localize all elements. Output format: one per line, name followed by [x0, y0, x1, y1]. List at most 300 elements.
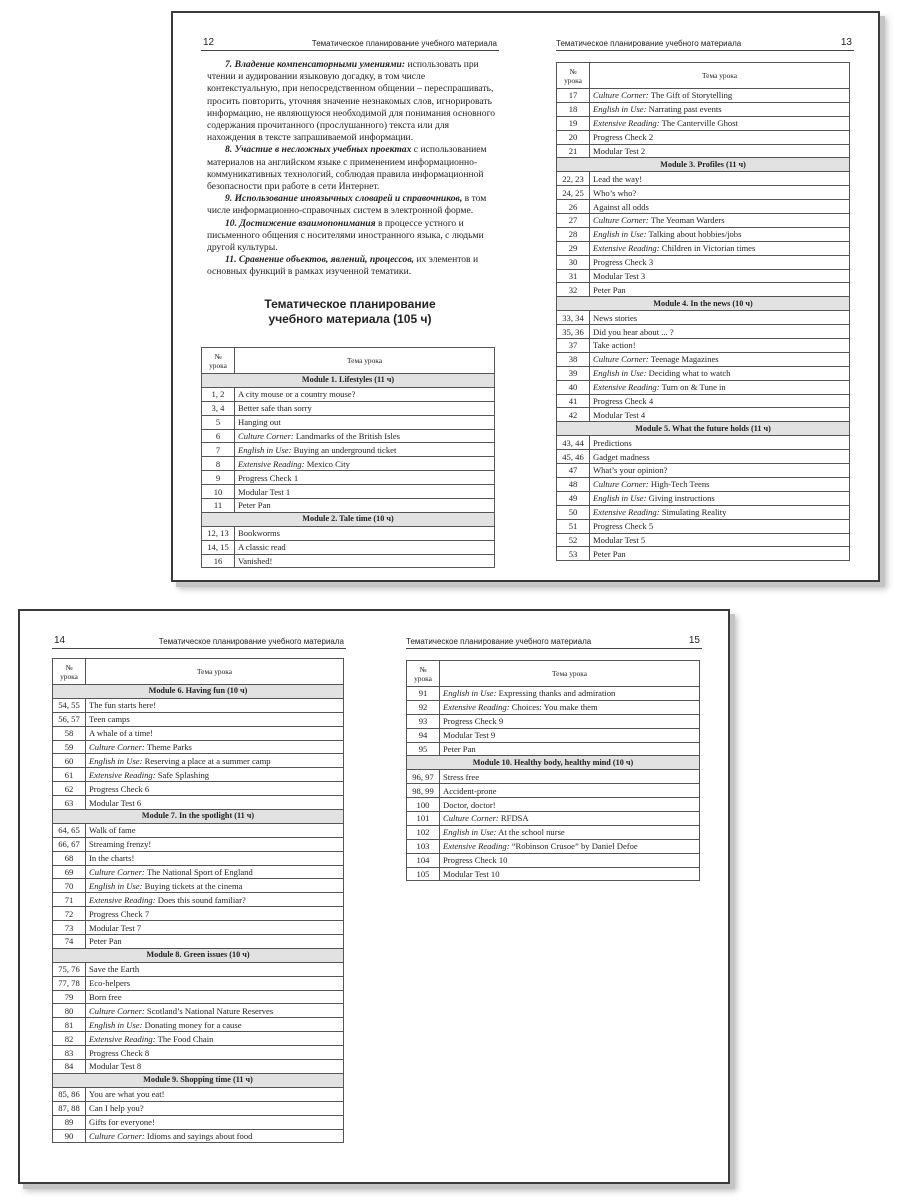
- table-row: [53, 1129, 344, 1143]
- table-row: [53, 1087, 344, 1101]
- table-row: [407, 867, 700, 881]
- table-row: [202, 499, 495, 513]
- lesson-number: 31: [557, 269, 590, 283]
- lesson-topic-text: Giving instructions: [646, 493, 715, 504]
- table-row: [53, 921, 344, 935]
- lesson-topic-text: Landmarks of the British Isles: [293, 431, 400, 441]
- table-row: [53, 1101, 344, 1115]
- lesson-topic: [590, 200, 850, 214]
- lesson-topic: [86, 823, 344, 837]
- lesson-topic-text: Hanging out: [238, 417, 281, 428]
- table-row: [557, 102, 850, 116]
- lesson-topic-text: Peter Pan: [593, 548, 626, 559]
- lesson-topic: [590, 172, 850, 186]
- lesson-number: 41: [557, 394, 590, 408]
- table-row: [557, 491, 850, 505]
- competency-lead: 10. Достижение взаимопонимания: [225, 217, 376, 229]
- lesson-number: 6: [202, 429, 235, 443]
- table-row: [407, 714, 700, 728]
- lesson-topic: [440, 853, 700, 867]
- lesson-number: 59: [53, 740, 86, 754]
- table-row: [557, 450, 850, 464]
- lesson-topic-text: Choices: You make them: [509, 702, 598, 713]
- lesson-topic: [590, 214, 850, 228]
- module-title: Module 7. In the spotlight (11 ч): [53, 810, 344, 824]
- lesson-topic-header: Тема урока: [590, 63, 850, 89]
- lesson-number: 103: [407, 839, 440, 853]
- table-row: [407, 728, 700, 742]
- lesson-number: 54, 55: [53, 698, 86, 712]
- lesson-topic: [590, 547, 850, 561]
- lesson-number: 47: [557, 464, 590, 478]
- lesson-section-prefix: English in Use:: [89, 1019, 143, 1030]
- lesson-topic-text: Save the Earth: [89, 964, 140, 975]
- lesson-topic: [590, 366, 850, 380]
- lesson-number: 18: [557, 102, 590, 116]
- lesson-section-prefix: Culture Corner:: [238, 431, 294, 441]
- lesson-number: 63: [53, 796, 86, 810]
- lesson-topic-text: Buying an underground ticket: [291, 444, 397, 455]
- table-row: [407, 798, 700, 812]
- lesson-topic: [86, 782, 344, 796]
- competency-lead: 8. Участие в несложных учебных проектах: [225, 144, 412, 156]
- lesson-number: 8: [202, 457, 235, 471]
- competency-paragraph: [207, 254, 499, 278]
- lesson-topic-text: Did you hear about ... ?: [593, 326, 674, 337]
- lesson-topic: [86, 726, 344, 740]
- table-row: [407, 825, 700, 839]
- lesson-topic: [86, 1060, 344, 1074]
- lesson-number: 100: [407, 798, 440, 812]
- lesson-section-prefix: Extensive Reading:: [593, 507, 660, 518]
- lesson-topic-text: Progress Check 4: [593, 396, 654, 407]
- lesson-topic: [590, 102, 850, 116]
- lesson-topic-text: Safe Splashing: [155, 769, 210, 780]
- lesson-number: 64, 65: [53, 823, 86, 837]
- lesson-number: 37: [557, 339, 590, 353]
- lesson-topic: [235, 471, 495, 485]
- table-row: [53, 1018, 344, 1032]
- table-row: [53, 865, 344, 879]
- lesson-number: 91: [407, 687, 440, 701]
- table-row: [557, 116, 850, 130]
- module-title: Module 10. Healthy body, healthy mind (10 ч): [407, 756, 700, 770]
- lesson-topic: [590, 144, 850, 158]
- lesson-topic: [440, 742, 700, 756]
- module-row: [557, 158, 850, 172]
- competency-lead: 9. Использование иноязычных словарей и справочников,: [225, 193, 463, 205]
- lesson-number: 19: [557, 116, 590, 130]
- lesson-topic: [590, 89, 850, 103]
- module-row: [53, 1073, 344, 1087]
- table-row: [53, 879, 344, 893]
- lesson-number: 51: [557, 519, 590, 533]
- lesson-topic: [590, 477, 850, 491]
- lesson-number: 85, 86: [53, 1087, 86, 1101]
- lesson-topic: [590, 130, 850, 144]
- table-row: [53, 823, 344, 837]
- competency-text: в процессе устного и письменного общения с носителями иностранного языка, с людьми другой культуры.: [207, 217, 484, 254]
- lesson-topic-text: Peter Pan: [443, 744, 476, 754]
- lesson-section-prefix: English in Use:: [443, 827, 497, 838]
- lesson-number: 75, 76: [53, 962, 86, 976]
- lesson-topic-text: The Canterville Ghost: [659, 118, 738, 129]
- lesson-section-prefix: Culture Corner:: [89, 742, 145, 752]
- table-row: [407, 742, 700, 756]
- table-row: [407, 784, 700, 798]
- lesson-topic-text: Walk of fame: [89, 825, 136, 836]
- lesson-plan-table: [52, 658, 344, 1143]
- lesson-number: 26: [557, 200, 590, 214]
- lesson-topic: [86, 1115, 344, 1129]
- lesson-topic-text: Progress Check 2: [593, 132, 654, 143]
- competencies-text: [207, 59, 499, 279]
- lesson-topic: [86, 1087, 344, 1101]
- lesson-section-prefix: English in Use:: [593, 368, 647, 379]
- running-header: [556, 37, 854, 51]
- lesson-plan-table: [406, 660, 700, 881]
- table-row: [202, 526, 495, 540]
- table-row: [202, 429, 495, 443]
- module-row: [53, 810, 344, 824]
- table-row: [53, 740, 344, 754]
- lesson-topic-text: Peter Pan: [593, 284, 626, 295]
- table-row: [557, 89, 850, 103]
- module-row: [202, 374, 495, 388]
- lesson-section-prefix: Extensive Reading:: [443, 702, 510, 713]
- table-row: [53, 726, 344, 740]
- table-row: [557, 464, 850, 478]
- lesson-number: 72: [53, 907, 86, 921]
- table-row: [557, 505, 850, 519]
- lesson-topic: [440, 700, 700, 714]
- table-row: [557, 547, 850, 561]
- table-row: [53, 1046, 344, 1060]
- lesson-number: 22, 23: [557, 172, 590, 186]
- book-spread-pages-14-15: [18, 609, 730, 1184]
- lesson-topic: [590, 311, 850, 325]
- lesson-number: 89: [53, 1115, 86, 1129]
- table-row: [407, 700, 700, 714]
- lesson-topic: [440, 798, 700, 812]
- lesson-topic-text: Bookworms: [238, 528, 281, 539]
- lesson-section-prefix: Culture Corner:: [89, 1130, 145, 1141]
- competency-lead: 7. Владение компенсаторными умениями:: [225, 59, 406, 70]
- table-row: [202, 471, 495, 485]
- lesson-number: 9: [202, 471, 235, 485]
- lesson-number: 61: [53, 768, 86, 782]
- lesson-number: 105: [407, 867, 440, 881]
- lesson-number: 28: [557, 227, 590, 241]
- running-header-title: Тематическое планирование учебного материала: [406, 637, 592, 646]
- running-header-title: Тематическое планирование учебного материала: [158, 637, 344, 646]
- lesson-topic: [86, 921, 344, 935]
- lesson-number: 40: [557, 380, 590, 394]
- lesson-topic: [590, 186, 850, 200]
- lesson-topic: [590, 464, 850, 478]
- module-title: Module 3. Profiles (11 ч): [557, 158, 850, 172]
- competency-text: их элементов и основных функций в рамках изученной тематики.: [207, 254, 479, 278]
- lesson-number: 3, 4: [202, 401, 235, 415]
- lesson-topic-text: Modular Test 9: [443, 730, 496, 741]
- lesson-topic-text: The Yeoman Warders: [648, 215, 725, 226]
- lesson-topic-text: A whale of a time!: [89, 728, 153, 739]
- table-row: [557, 186, 850, 200]
- lesson-number: 74: [53, 935, 86, 949]
- lesson-topic-text: Who’s who?: [593, 187, 637, 198]
- competency-paragraph: [207, 193, 499, 217]
- lesson-section-prefix: Culture Corner:: [593, 354, 649, 365]
- lesson-topic-text: Can I help you?: [89, 1103, 144, 1114]
- lesson-topic-text: What’s your opinion?: [593, 465, 668, 476]
- module-row: [557, 422, 850, 436]
- lesson-topic: [86, 1129, 344, 1143]
- table-row: [557, 519, 850, 533]
- lesson-number: 96, 97: [407, 770, 440, 784]
- lesson-number: 24, 25: [557, 186, 590, 200]
- lesson-section-prefix: English in Use:: [593, 493, 647, 504]
- lesson-plan-table: [201, 347, 495, 568]
- table-row: [53, 1032, 344, 1046]
- lesson-topic-text: Modular Test 3: [593, 271, 646, 282]
- module-title: Module 2. Tale time (10 ч): [202, 512, 495, 526]
- lesson-section-prefix: English in Use:: [89, 755, 143, 766]
- lesson-topic: [590, 255, 850, 269]
- lesson-section-prefix: Extensive Reading:: [89, 894, 156, 905]
- table-row: [557, 172, 850, 186]
- lesson-topic-text: Deciding what to watch: [646, 368, 731, 379]
- lesson-section-prefix: Culture Corner:: [89, 1005, 145, 1016]
- table-row: [202, 457, 495, 471]
- lesson-number: 58: [53, 726, 86, 740]
- table-row: [202, 415, 495, 429]
- lesson-number: 81: [53, 1018, 86, 1032]
- lesson-number: 62: [53, 782, 86, 796]
- lesson-topic: [440, 839, 700, 853]
- lesson-topic-text: Lead the way!: [593, 173, 643, 184]
- lesson-number: 42: [557, 408, 590, 422]
- lesson-topic-text: Streaming frenzy!: [89, 839, 152, 850]
- lesson-topic-text: Idioms and sayings about food: [144, 1130, 253, 1141]
- lesson-topic-text: Turn on & Tune in: [659, 382, 726, 393]
- lesson-number: 77, 78: [53, 976, 86, 990]
- table-row: [557, 477, 850, 491]
- lesson-number: 98, 99: [407, 784, 440, 798]
- lesson-number: 10: [202, 485, 235, 499]
- lesson-number: 94: [407, 728, 440, 742]
- lesson-topic-text: Stress free: [443, 771, 480, 782]
- lesson-section-prefix: English in Use:: [443, 688, 497, 699]
- lesson-topic-text: Doctor, doctor!: [443, 799, 496, 810]
- lesson-topic: [590, 408, 850, 422]
- lesson-number: 30: [557, 255, 590, 269]
- lesson-topic-text: Progress Check 7: [89, 908, 150, 919]
- lesson-topic: [86, 865, 344, 879]
- lesson-topic-text: Progress Check 5: [593, 521, 654, 532]
- table-row: [557, 311, 850, 325]
- module-title: Module 5. What the future holds (11 ч): [557, 422, 850, 436]
- lesson-topic-text: Gadget madness: [593, 451, 650, 462]
- lesson-number: 39: [557, 366, 590, 380]
- module-row: [202, 512, 495, 526]
- lesson-topic-text: Modular Test 6: [89, 797, 142, 808]
- lesson-topic: [590, 325, 850, 339]
- table-row: [557, 380, 850, 394]
- lesson-topic: [86, 1032, 344, 1046]
- lesson-number: 52: [557, 533, 590, 547]
- table-row: [557, 255, 850, 269]
- lesson-topic: [440, 687, 700, 701]
- lesson-topic-text: Teen camps: [89, 714, 130, 725]
- lesson-plan-table: [556, 62, 850, 561]
- lesson-topic-text: The Gift of Storytelling: [648, 90, 733, 101]
- lesson-section-prefix: English in Use:: [593, 229, 647, 240]
- table-row: [53, 962, 344, 976]
- table-row: [557, 436, 850, 450]
- lesson-topic: [235, 554, 495, 568]
- lesson-number: 43, 44: [557, 436, 590, 450]
- lesson-topic: [590, 450, 850, 464]
- table-row: [53, 712, 344, 726]
- lesson-number: 50: [557, 505, 590, 519]
- lesson-topic: [235, 540, 495, 554]
- table-row: [202, 554, 495, 568]
- lesson-topic-text: Gifts for everyone!: [89, 1117, 155, 1128]
- lesson-topic: [235, 443, 495, 457]
- lesson-section-prefix: Extensive Reading:: [593, 243, 660, 254]
- lesson-number: 66, 67: [53, 837, 86, 851]
- lesson-number: 38: [557, 352, 590, 366]
- table-row: [53, 893, 344, 907]
- lesson-topic: [590, 339, 850, 353]
- module-title: Module 9. Shopping time (11 ч): [53, 1073, 344, 1087]
- lesson-topic-text: News stories: [593, 312, 638, 323]
- table-row: [557, 269, 850, 283]
- lesson-topic: [440, 812, 700, 826]
- lesson-topic-text: Scotland’s National Nature Reserves: [144, 1005, 274, 1016]
- lesson-topic-header: Тема урока: [86, 659, 344, 685]
- plan-heading: Тематическое планирование учебного материала (105 ч): [264, 297, 436, 326]
- table-row: [202, 540, 495, 554]
- lesson-topic-text: Children in Victorian times: [659, 243, 756, 254]
- lesson-topic-text: Take action!: [593, 340, 636, 351]
- lesson-number: 14, 15: [202, 540, 235, 554]
- lesson-number: 101: [407, 812, 440, 826]
- lesson-topic-text: Born free: [89, 992, 122, 1003]
- lesson-number: 53: [557, 547, 590, 561]
- lesson-topic-text: A city mouse or a country mouse?: [238, 389, 356, 400]
- lesson-topic: [86, 976, 344, 990]
- lesson-number-header: № урока: [53, 659, 86, 685]
- lesson-topic: [235, 499, 495, 513]
- table-row: [53, 754, 344, 768]
- lesson-topic-text: Vanished!: [238, 556, 273, 567]
- lesson-topic: [86, 851, 344, 865]
- table-row: [557, 214, 850, 228]
- table-row: [557, 366, 850, 380]
- lesson-number: 5: [202, 415, 235, 429]
- competency-paragraph: [207, 59, 499, 144]
- page-number: 13: [840, 37, 852, 48]
- table-row: [557, 352, 850, 366]
- lesson-number: 82: [53, 1032, 86, 1046]
- lesson-topic-text: Eco-helpers: [89, 978, 131, 989]
- table-row: [557, 283, 850, 297]
- lesson-topic-text: The National Sport of England: [144, 867, 253, 878]
- lesson-topic: [235, 387, 495, 401]
- lesson-topic: [590, 519, 850, 533]
- lesson-topic: [440, 867, 700, 881]
- lesson-topic-text: Peter Pan: [89, 936, 122, 947]
- lesson-number: 60: [53, 754, 86, 768]
- lesson-topic-text: Progress Check 8: [89, 1047, 150, 1058]
- lesson-topic-text: RFDSA: [498, 813, 529, 824]
- table-header-row: [202, 348, 495, 374]
- lesson-topic-text: Reserving a place at a summer camp: [142, 755, 271, 766]
- lesson-topic: [590, 436, 850, 450]
- lesson-number: 79: [53, 990, 86, 1004]
- competency-paragraph: [207, 218, 499, 255]
- lesson-topic: [440, 825, 700, 839]
- table-row: [53, 1060, 344, 1074]
- table-row: [407, 853, 700, 867]
- lesson-topic: [86, 962, 344, 976]
- lesson-number: 70: [53, 879, 86, 893]
- lesson-topic: [86, 796, 344, 810]
- lesson-number: 93: [407, 714, 440, 728]
- table-row: [557, 533, 850, 547]
- table-header-row: [407, 661, 700, 687]
- competency-text: использовать при чтении и аудировании языковую догадку, в том числе контекстуальную, при непосредственном общении – переспрашивать, просить повторить, уточняя значение незнакомых слов, игнорировать информацию, не являющуюся необходимой для понимания основного содержания прочитанного (прослушанного) текста или для нахождения в тексте запрашиваемой информации.: [207, 59, 496, 144]
- table-header-row: [557, 63, 850, 89]
- table-row: [202, 387, 495, 401]
- running-header: [201, 37, 499, 51]
- lesson-topic-text: High-Tech Teens: [648, 479, 710, 490]
- table-row: [557, 144, 850, 158]
- lesson-topic: [590, 533, 850, 547]
- lesson-section-prefix: Extensive Reading:: [89, 1033, 156, 1044]
- lesson-topic-text: Talking about hobbies/jobs: [646, 229, 742, 240]
- lesson-topic: [86, 893, 344, 907]
- running-header-title: Тематическое планирование учебного материала: [556, 39, 742, 48]
- lesson-topic-text: You are what you eat!: [89, 1089, 165, 1100]
- lesson-number: 71: [53, 893, 86, 907]
- page-number: 12: [203, 37, 215, 48]
- module-row: [557, 297, 850, 311]
- lesson-section-prefix: Extensive Reading:: [238, 458, 305, 469]
- lesson-topic: [86, 740, 344, 754]
- module-title: Module 8. Green issues (10 ч): [53, 948, 344, 962]
- table-row: [53, 768, 344, 782]
- lesson-topic: [235, 429, 495, 443]
- table-row: [557, 325, 850, 339]
- lesson-number: 7: [202, 443, 235, 457]
- table-row: [407, 839, 700, 853]
- lesson-topic: [590, 491, 850, 505]
- lesson-number: 29: [557, 241, 590, 255]
- lesson-section-prefix: English in Use:: [238, 444, 292, 455]
- lesson-topic: [590, 380, 850, 394]
- lesson-topic: [440, 728, 700, 742]
- table-row: [202, 443, 495, 457]
- table-row: [53, 782, 344, 796]
- table-row: [557, 130, 850, 144]
- lesson-topic: [86, 754, 344, 768]
- lesson-topic-text: Modular Test 1: [238, 486, 291, 497]
- lesson-topic: [590, 283, 850, 297]
- lesson-topic-text: “Robinson Crusoe” by Daniel Defoe: [509, 841, 638, 852]
- lesson-topic: [235, 526, 495, 540]
